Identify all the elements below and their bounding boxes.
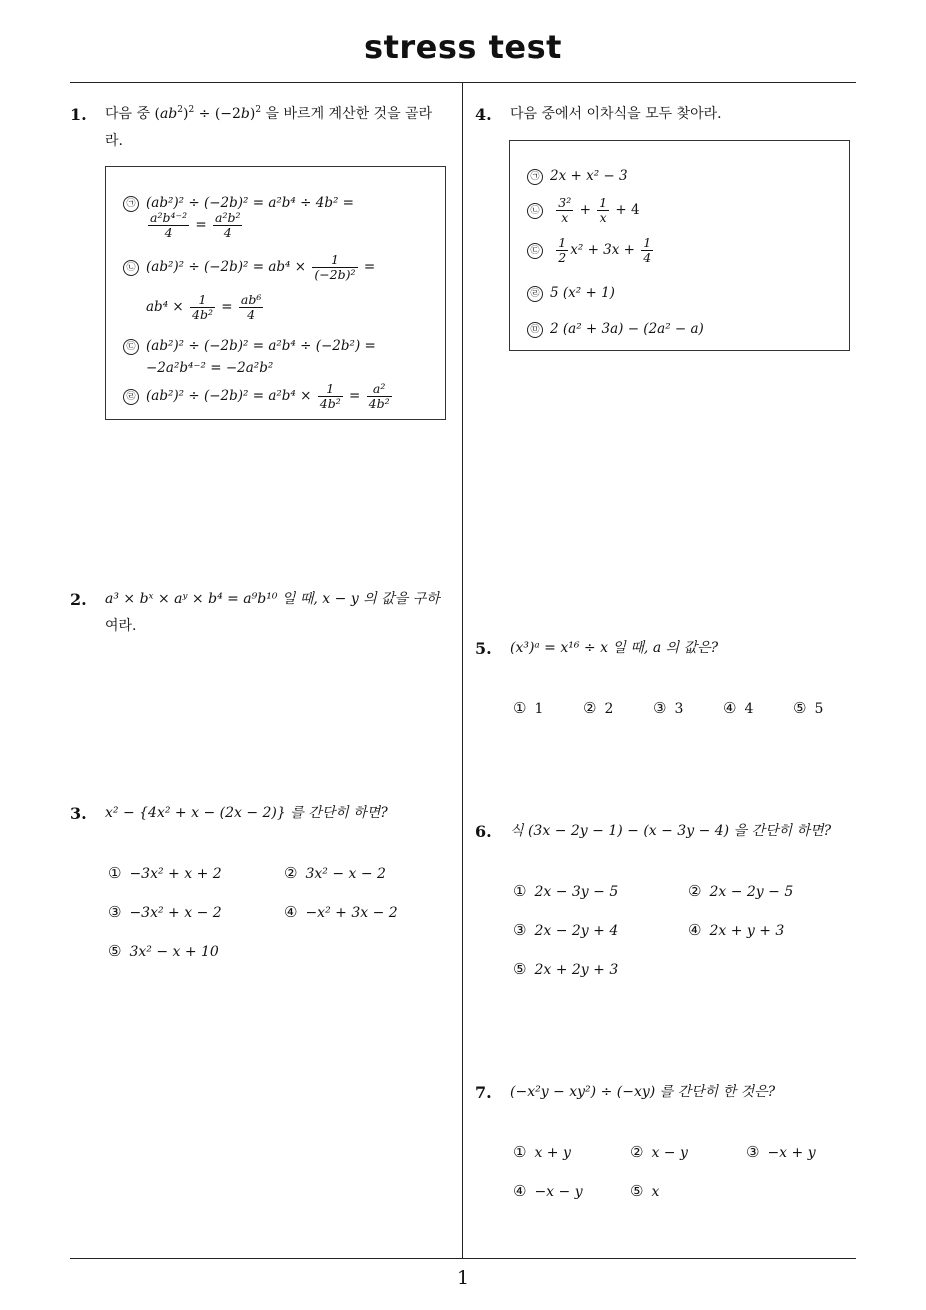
question-1	[70, 101, 460, 155]
option-4[interactable]: ④ 2x + y + 3	[688, 921, 785, 939]
choice-b-line1: ㉡ (ab²)² ÷ (−2b)² = ab⁴ × $\frac{1}{\text{(−2b)²}}$ =	[123, 253, 375, 282]
question-number: 5.	[475, 639, 492, 658]
choice-c-line2: −2a²b⁴⁻² = −2a²b²	[146, 360, 274, 376]
question-number: 2.	[70, 590, 87, 609]
option-2[interactable]: ② 3x² − x − 2	[284, 864, 386, 882]
question-stem: 식 (3x − 2y − 1) − (x − 3y − 4) 을 간단히 하면?	[510, 823, 832, 839]
expr-c: ㉢ $\frac{1}{2}$ x² + 3x + $\frac{1}{4}$	[527, 236, 655, 265]
option-5[interactable]: ⑤ 3x² − x + 10	[108, 942, 219, 960]
option-5[interactable]: ⑤ 5	[793, 699, 824, 717]
question-7	[475, 1079, 865, 1106]
option-3[interactable]: ③ −3x² + x − 2	[108, 903, 222, 921]
question-stem: 다음 중 $(ab^2)^2 \div (-2b)^2$ 을 바르게 계산한 것을 골라 라.	[105, 105, 433, 149]
question-6	[475, 818, 865, 845]
question-5	[475, 635, 865, 662]
answer-choices-box	[105, 166, 446, 420]
option-2[interactable]: ② 2	[583, 699, 614, 717]
page-number: 1	[456, 1267, 470, 1289]
question-number: 3.	[70, 804, 87, 823]
question-number: 4.	[475, 105, 492, 124]
expr-a: ㉠ 2x + x² − 3	[527, 168, 628, 185]
page-title: stress test	[364, 28, 562, 66]
choice-a-line2: $\frac{\text{a²b⁴⁻²}}{4}$ = $\frac{\text{a²b²}}{4}$	[150, 210, 241, 240]
option-3[interactable]: ③ −x + y	[746, 1143, 816, 1161]
option-1[interactable]: ① 2x − 3y − 5	[513, 882, 619, 900]
question-number: 1.	[70, 105, 87, 124]
column-divider	[462, 83, 463, 1259]
choice-a-line1: ㉠ (ab²)² ÷ (−2b)² = a²b⁴ ÷ 4b² =	[123, 195, 354, 212]
option-4[interactable]: ④ −x² + 3x − 2	[284, 903, 398, 921]
expr-b: ㉡ $\frac{\text{3²}}{x}$ + $\frac{1}{x}$ + 4	[527, 196, 640, 225]
choice-c-line1: ㉢ (ab²)² ÷ (−2b)² = a²b⁴ ÷ (−2b²) =	[123, 338, 376, 355]
choice-d: ㉣ (ab²)² ÷ (−2b)² = a²b⁴ × $\frac{1}{\text{4b²}}$ = $\frac{\text{a²}}{\text{4b²}}$	[123, 382, 394, 411]
question-4	[475, 101, 865, 128]
option-4[interactable]: ④ 4	[723, 699, 754, 717]
question-stem: x² − {4x² + x − (2x − 2)} 를 간단히 하면?	[105, 805, 388, 821]
expressions-box	[509, 140, 850, 351]
option-1[interactable]: ① 1	[513, 699, 544, 717]
question-stem: (−x²y − xy²) ÷ (−xy) 를 간단히 한 것은?	[510, 1084, 776, 1100]
expr-d: ㉣ 5 (x² + 1)	[527, 285, 615, 302]
question-2	[70, 586, 460, 640]
top-rule	[70, 82, 856, 83]
question-3	[70, 800, 460, 827]
question-number: 7.	[475, 1083, 492, 1102]
question-stem: (x³)ᵃ = x¹⁶ ÷ x 일 때, a 의 값은?	[510, 640, 719, 656]
option-3[interactable]: ③ 3	[653, 699, 684, 717]
expr-e: ㉤ 2 (a² + 3a) − (2a² − a)	[527, 321, 704, 338]
question-stem: a³ × bˣ × aʸ × b⁴ = a⁹b¹⁰ 일 때, x − y 의 값을 구하 여라.	[105, 591, 440, 634]
bottom-rule	[70, 1258, 856, 1259]
choice-b-line2: ab⁴ × $\frac{1}{\text{4b²}}$ = $\frac{\text{ab⁶}}{4}$	[146, 292, 262, 322]
option-1[interactable]: ① x + y	[513, 1143, 571, 1161]
option-4[interactable]: ④ −x − y	[513, 1182, 583, 1200]
option-2[interactable]: ② x − y	[630, 1143, 688, 1161]
question-number: 6.	[475, 822, 492, 841]
question-stem: 다음 중에서 이차식을 모두 찾아라.	[510, 106, 722, 122]
option-5[interactable]: ⑤ x	[630, 1182, 660, 1200]
option-3[interactable]: ③ 2x − 2y + 4	[513, 921, 619, 939]
option-2[interactable]: ② 2x − 2y − 5	[688, 882, 794, 900]
option-1[interactable]: ① −3x² + x + 2	[108, 864, 222, 882]
option-5[interactable]: ⑤ 2x + 2y + 3	[513, 960, 619, 978]
